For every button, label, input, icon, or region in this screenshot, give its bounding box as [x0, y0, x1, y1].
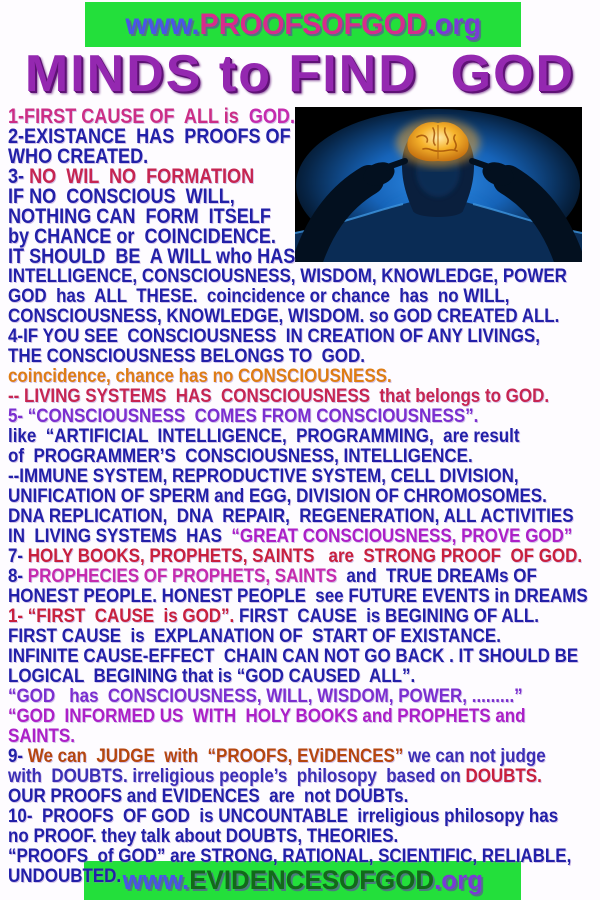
- text-line: [8, 685, 523, 707]
- text-segment: IT SHOULD BE A WILL who HAS: [8, 244, 296, 268]
- text-line: [8, 525, 573, 547]
- text-segment: 1-FIRST CAUSE OF ALL is: [8, 104, 249, 128]
- text-line: [8, 206, 502, 226]
- top-url-domain: PROOFSOFGOD: [199, 7, 427, 41]
- text-line: [8, 765, 542, 787]
- text-line: [8, 286, 520, 306]
- text-segment: 1- “FIRST CAUSE is GOD”.: [8, 605, 235, 627]
- text-segment: 8-: [8, 565, 28, 587]
- poster-title: MINDS to FIND GOD: [24, 45, 576, 103]
- top-url-banner: [85, 2, 521, 47]
- text-segment: DNA REPLICATION, DNA REPAIR, REGENERATION, ALL ACTIVITIES: [8, 505, 574, 527]
- text-segment: with DOUBTS. irreligious people’s philosopy based on: [8, 765, 466, 787]
- text-segment: “GREAT CONSCIOUSNESS, PROVE GOD”: [231, 525, 573, 547]
- text-line: [8, 126, 502, 146]
- text-segment: 2-EXISTANCE HAS PROOFS OF: [8, 124, 291, 148]
- text-segment: OUR PROOFS and EVIDENCES are not DOUBTs.: [8, 785, 409, 807]
- text-segment: UNIFICATION OF SPERM and EGG, DIVISION OF CHROMOSOMES.: [8, 485, 547, 507]
- text-segment: 10- PROOFS OF GOD is UNCOUNTABLE irreligious philosopy has: [8, 805, 559, 827]
- text-line: [8, 485, 547, 507]
- text-line: [8, 845, 572, 867]
- text-segment: “GOD has CONSCIOUSNESS, WILL, WISDOM, POWER, .........”: [8, 685, 523, 707]
- text-segment: INTELLIGENCE, CONSCIOUSNESS, WISDOM, KNOWLEDGE, POWER: [8, 265, 567, 287]
- top-url-tld: .org: [426, 7, 481, 41]
- text-segment: --IMMUNE SYSTEM, REPRODUCTIVE SYSTEM, CELL DIVISION,: [8, 465, 519, 487]
- text-segment: -- LIVING SYSTEMS HAS CONSCIOUSNESS that belongs to GOD.: [8, 385, 550, 407]
- text-line: [8, 565, 537, 587]
- text-segment: We can JUDGE with “PROOFS, EViDENCES”: [27, 745, 404, 767]
- text-segment: DOUBTS.: [465, 765, 542, 787]
- bottom-url-domain: EVIDENCESOFGOD: [188, 865, 434, 895]
- text-line: [8, 325, 540, 347]
- text-line: [8, 786, 520, 806]
- text-line: [8, 666, 520, 686]
- text-line: [8, 366, 520, 386]
- text-segment: UNDOUBTED.: [8, 865, 122, 887]
- text-segment: GOD.: [248, 104, 295, 128]
- text-line: [8, 265, 567, 287]
- text-segment: by CHANCE or COINCIDENCE.: [8, 224, 276, 248]
- text-segment: we can not judge: [403, 745, 546, 767]
- text-segment: NO WIL NO FORMATION: [29, 164, 255, 188]
- text-segment: “GOD INFORMED US WITH HOLY BOOKS and PROPHETS and: [8, 705, 526, 727]
- text-segment: WHO CREATED.: [8, 144, 149, 168]
- text-line: [8, 466, 520, 486]
- text-line: [8, 346, 520, 366]
- text-line: [8, 505, 574, 527]
- text-segment: PROPHECIES OF PROPHETS, SAINTS: [27, 565, 342, 587]
- text-line: [8, 866, 520, 886]
- text-line: [8, 585, 588, 607]
- text-segment: CONSCIOUSNESS, KNOWLEDGE, WISDOM. so GOD CREATED ALL.: [8, 305, 560, 327]
- text-segment: LOGICAL BEGINING that is “GOD CAUSED ALL”.: [8, 665, 416, 687]
- text-line: [8, 166, 502, 186]
- text-segment: no PROOF. they talk about DOUBTS, THEORIES.: [8, 825, 399, 847]
- text-line: [8, 146, 502, 166]
- text-segment: coincidence, chance has no CONSCIOUSNESS.: [8, 365, 392, 387]
- text-line: [8, 745, 546, 767]
- top-url-www: www.: [125, 7, 200, 41]
- text-segment: NOTHING CAN FORM ITSELF: [8, 204, 271, 228]
- text-line: [8, 645, 579, 667]
- text-segment: IF NO CONSCIOUS WILL,: [8, 184, 235, 208]
- text-segment: of PROGRAMMER’S CONSCIOUSNESS, INTELLIGENCE.: [8, 445, 473, 467]
- text-line: [8, 705, 526, 727]
- bottom-url-www: www.: [122, 865, 189, 895]
- text-line: [8, 805, 559, 827]
- text-line: [8, 626, 520, 646]
- text-segment: INFINITE CAUSE-EFFECT CHAIN CAN NOT GO BACK . IT SHOULD BE: [8, 645, 579, 667]
- text-segment: 5- “CONSCIOUSNESS COMES FROM CONSCIOUSNESS”.: [8, 405, 479, 427]
- text-segment: GOD has ALL THESE. coincidence or chance has no WILL,: [8, 285, 510, 307]
- text-segment: 9-: [8, 745, 28, 767]
- text-segment: and TRUE DREAMs OF: [341, 565, 537, 587]
- text-line: [8, 186, 502, 206]
- text-line: [8, 446, 520, 466]
- text-segment: IN LIVING SYSTEMS HAS: [8, 525, 232, 547]
- text-segment: “PROOFS of GOD” are STRONG, RATIONAL, SCIENTIFIC, RELIABLE,: [8, 845, 572, 867]
- text-line: [8, 305, 560, 327]
- text-segment: HONEST PEOPLE. HONEST PEOPLE see FUTURE EVENTS in DREAMS: [8, 585, 588, 607]
- text-segment: SAINTS.: [8, 725, 75, 747]
- top-url-text: [125, 8, 481, 42]
- bottom-url-tld: .org: [433, 865, 483, 895]
- text-line: [8, 605, 539, 627]
- text-segment: HOLY BOOKS, PROPHETS, SAINTS are STRONG PROOF OF GOD.: [27, 545, 583, 567]
- text-line: [8, 106, 502, 126]
- text-segment: 3-: [8, 164, 30, 188]
- text-segment: 4-IF YOU SEE CONSCIOUSNESS IN CREATION OF ANY LIVINGS,: [8, 325, 540, 347]
- text-line: [8, 246, 502, 266]
- text-segment: FIRST CAUSE is BEGINING OF ALL.: [234, 605, 539, 627]
- text-line: [8, 406, 520, 426]
- text-line: [8, 726, 520, 746]
- text-segment: FIRST CAUSE is EXPLANATION OF START OF EXISTANCE.: [8, 625, 501, 647]
- text-line: [8, 226, 502, 246]
- text-segment: 7-: [8, 545, 28, 567]
- text-line: [8, 426, 520, 446]
- text-segment: like “ARTIFICIAL INTELLIGENCE, PROGRAMMING, are result: [8, 425, 520, 447]
- text-segment: THE CONSCIOUSNESS BELONGS TO GOD.: [8, 345, 365, 367]
- text-line: [8, 385, 550, 407]
- text-line: [8, 826, 520, 846]
- body-text: [8, 106, 596, 886]
- text-line: [8, 545, 583, 567]
